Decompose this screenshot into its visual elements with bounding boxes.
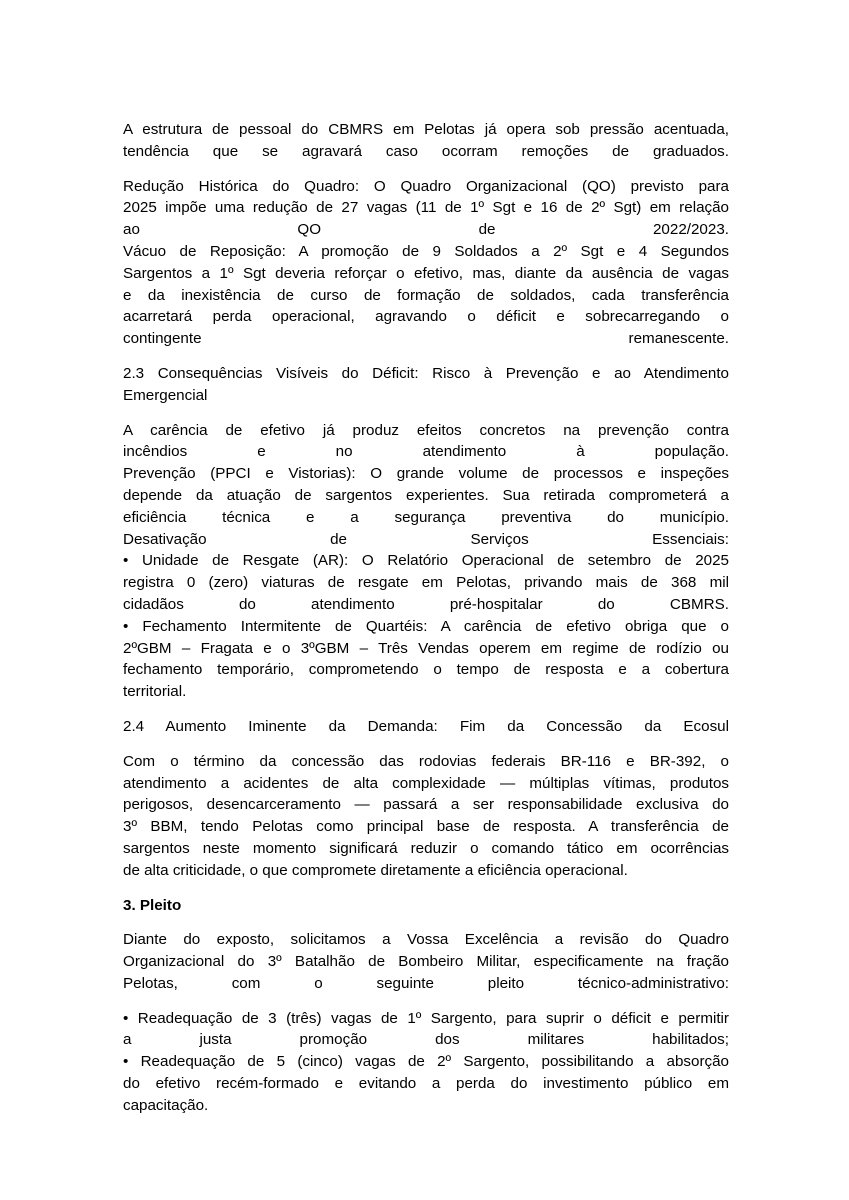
- heading-3-pleito: [123, 895, 729, 917]
- text-line: de alta criticidade, o que compromete diretamente a eficiência operacional.: [123, 861, 628, 879]
- text-line: Redução Histórica do Quadro: O Quadro Organizacional (QO) previsto para: [123, 177, 729, 195]
- text-line: a justa promoção dos militares habilitados;: [123, 1031, 729, 1049]
- text-line: Sargentos a 1º Sgt deveria reforçar o efetivo, mas, diante da ausência de vagas: [123, 264, 729, 282]
- text-line: incêndios e no atendimento à população.: [123, 443, 729, 461]
- text-line: Emergencial: [123, 386, 208, 404]
- text-line: A carência de efetivo já produz efeitos concretos na prevenção contra: [123, 421, 729, 439]
- text-line: Vácuo de Reposição: A promoção de 9 Soldados a 2º Sgt e 4 Segundos: [123, 242, 729, 260]
- heading-2-3: [123, 363, 729, 407]
- text-line: • Unidade de Resgate (AR): O Relatório Operacional de setembro de 2025: [123, 552, 729, 570]
- text-line: 3º BBM, tendo Pelotas como principal base de resposta. A transferência de: [123, 818, 729, 836]
- paragraph-reducao-historica: [123, 176, 729, 350]
- text-line: Pelotas, com o seguinte pleito técnico-administrativo:: [123, 974, 729, 992]
- paragraph-intro: [123, 119, 729, 163]
- text-line: 2.3 Consequências Visíveis do Déficit: Risco à Prevenção e ao Atendimento: [123, 364, 729, 382]
- text-line: Desativação de Serviços Essenciais:: [123, 530, 729, 548]
- text-line: territorial.: [123, 683, 187, 701]
- text-line: • Readequação de 3 (três) vagas de 1º Sargento, para suprir o déficit e permitir: [123, 1009, 729, 1027]
- text-line: 2.4 Aumento Iminente da Demanda: Fim da Concessão da Ecosul: [123, 717, 729, 735]
- text-line: atendimento a acidentes de alta complexidade — múltiplas vítimas, produtos: [123, 774, 729, 792]
- text-line: 3. Pleito: [123, 896, 182, 914]
- text-line: e da inexistência de curso de formação de soldados, cada transferência: [123, 286, 729, 304]
- text-line: cidadãos do atendimento pré-hospitalar do CBMRS.: [123, 595, 729, 613]
- paragraph-ecosul: [123, 751, 729, 882]
- text-line: • Fechamento Intermitente de Quartéis: A carência de efetivo obriga que o: [123, 617, 729, 635]
- document-content: [123, 119, 729, 1117]
- paragraph-carencia-efetivo: [123, 420, 729, 703]
- text-line: Prevenção (PPCI e Vistorias): O grande volume de processos e inspeções: [123, 465, 729, 483]
- text-line: Organizacional do 3º Batalhão de Bombeiro Militar, especificamente na fração: [123, 953, 729, 971]
- text-line: fechamento temporário, comprometendo o tempo de resposta e a cobertura: [123, 661, 729, 679]
- text-line: ao QO de 2022/2023.: [123, 221, 729, 239]
- text-line: depende da atuação de sargentos experientes. Sua retirada comprometerá a: [123, 486, 729, 504]
- text-line: 2025 impõe uma redução de 27 vagas (11 de 1º Sgt e 16 de 2º Sgt) em relação: [123, 199, 729, 217]
- text-line: A estrutura de pessoal do CBMRS em Pelotas já opera sob pressão acentuada,: [123, 121, 729, 138]
- text-line: eficiência técnica e a segurança preventiva do município.: [123, 508, 729, 526]
- text-line: registra 0 (zero) viaturas de resgate em Pelotas, privando mais de 368 mil: [123, 574, 729, 592]
- text-line: acarretará perda operacional, agravando o déficit e sobrecarregando o: [123, 308, 729, 326]
- text-line: sargentos neste momento significará reduzir o comando tático em ocorrências: [123, 839, 729, 857]
- text-line: perigosos, desencarceramento — passará a ser responsabilidade exclusiva do: [123, 796, 729, 814]
- text-line: • Readequação de 5 (cinco) vagas de 2º Sargento, possibilitando a absorção: [123, 1053, 729, 1071]
- text-line: Com o término da concessão das rodovias federais BR-116 e BR-392, o: [123, 752, 729, 770]
- text-line: 2ºGBM – Fragata e o 3ºGBM – Três Vendas operem em regime de rodízio ou: [123, 639, 729, 657]
- text-line: tendência que se agravará caso ocorram remoções de graduados.: [123, 142, 729, 160]
- heading-2-4: [123, 716, 729, 738]
- text-line: contingente remanescente.: [123, 330, 729, 348]
- paragraph-readequacoes: [123, 1008, 729, 1117]
- text-line: do efetivo recém-formado e evitando a perda do investimento público em: [123, 1075, 729, 1093]
- paragraph-solicitacao: [123, 929, 729, 994]
- text-line: capacitação.: [123, 1096, 209, 1114]
- text-line: Diante do exposto, solicitamos a Vossa Excelência a revisão do Quadro: [123, 931, 729, 949]
